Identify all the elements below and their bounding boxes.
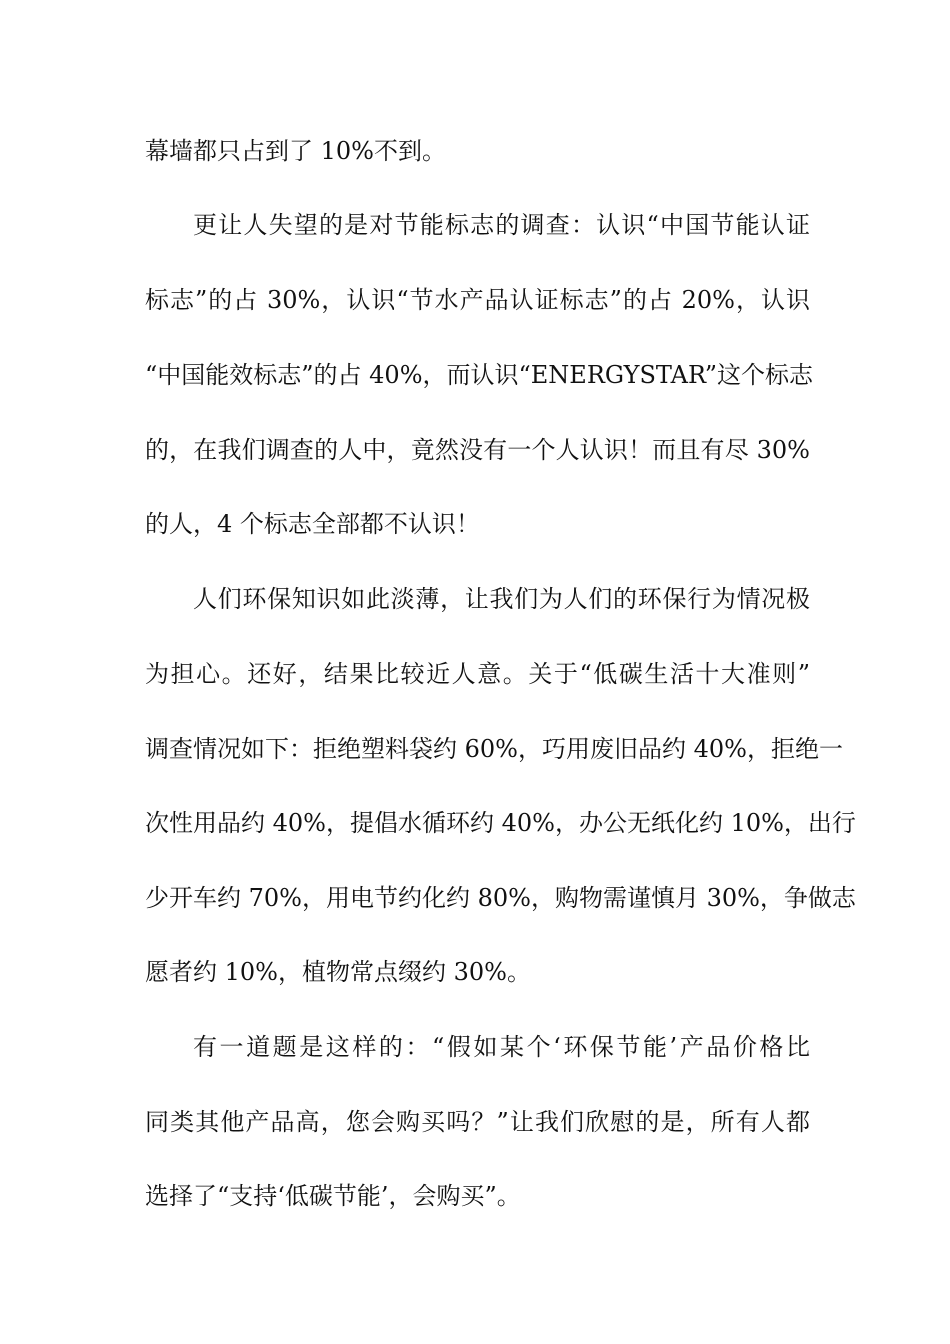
text-line-13: 有一道题是这样的：“假如某个‘环保节能’产品价格比	[193, 1033, 810, 1061]
text-line-4: “中国能效标志”的占 40%，而认识“ENERGYSTAR”这个标志	[145, 361, 813, 389]
text-line-1: 幕墙都只占到了 10%不到。	[145, 137, 446, 165]
text-line-2: 更让人失望的是对节能标志的调查：认识“中国节能认证	[193, 211, 810, 239]
text-line-9: 调查情况如下：拒绝塑料袋约 60%，巧用废旧品约 40%，拒绝一	[145, 735, 843, 763]
text-line-8: 为担心。还好，结果比较近人意。关于“低碳生活十大准则”	[145, 660, 810, 688]
text-line-7: 人们环保知识如此淡薄，让我们为人们的环保行为情况极	[193, 585, 810, 613]
text-line-3: 标志”的占 30%，认识“节水产品认证标志”的占 20%，认识	[145, 286, 810, 314]
text-line-12: 愿者约 10%，植物常点缀约 30%。	[145, 958, 531, 986]
text-line-15: 选择了“支持‘低碳节能’，会购买”。	[145, 1182, 521, 1210]
text-line-6: 的人，4 个标志全部都不认识！	[145, 510, 480, 538]
text-line-14: 同类其他产品高，您会购买吗？”让我们欣慰的是，所有人都	[145, 1108, 810, 1136]
text-line-10: 次性用品约 40%，提倡水循环约 40%，办公无纸化约 10%，出行	[145, 809, 856, 837]
text-line-5: 的，在我们调查的人中，竟然没有一个人认识！而且有尽 30%	[145, 436, 810, 464]
text-line-11: 少开车约 70%，用电节约化约 80%，购物需谨慎月 30%，争做志	[145, 884, 856, 912]
